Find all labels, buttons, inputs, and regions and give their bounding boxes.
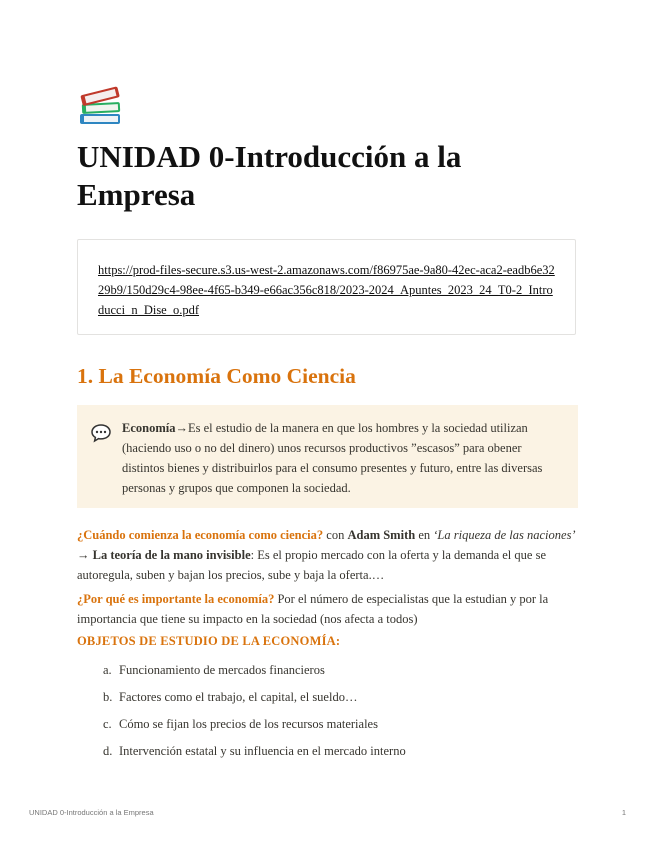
text-fragment: : Es el propio mercado con la oferta y la demanda el que se autoregula, suben y bajan los precios, sube y baja la oferta.… xyxy=(77,548,546,582)
list-item xyxy=(103,687,563,714)
section-heading: 1. La Economía Como Ciencia xyxy=(77,364,356,388)
list-item xyxy=(103,660,563,687)
paragraph-importance xyxy=(77,589,577,629)
objects-list xyxy=(103,660,563,768)
objects-heading: OBJETOS DE ESTUDIO DE LA ECONOMÍA: xyxy=(77,634,341,648)
list-marker: d. xyxy=(103,744,113,758)
text-fragment: con xyxy=(323,528,348,542)
file-link[interactable]: https://prod-files-secure.s3.us-west-2.amazonaws.com/f86975ae-9a80-42ec-aca2-eadb6e3229b9/150d29c4-98ee-4f65-b349-e66ac356c818/2023-2024_Apuntes_2023_24_T0-2_Introducci_n_Dise_o.pdf xyxy=(98,263,555,317)
arrow-text: → xyxy=(77,548,93,562)
list-marker: b. xyxy=(103,690,113,704)
paragraph-adam-smith xyxy=(77,525,577,585)
list-marker: c. xyxy=(103,717,112,731)
footer-page-number: 1 xyxy=(621,808,626,817)
list-item xyxy=(103,741,563,768)
list-text: Cómo se fijan los precios de los recursos materiales xyxy=(119,717,378,731)
text-fragment: Por el número de especialistas que la estudian y por la importancia que tiene su impacto en la sociedad (nos afecta a todos) xyxy=(77,592,549,626)
text-fragment: en xyxy=(415,528,434,542)
list-text: Intervención estatal y su influencia en el mercado interno xyxy=(119,744,406,758)
callout-term: Economía xyxy=(122,421,176,435)
author-name: Adam Smith xyxy=(347,528,416,542)
callout-economia xyxy=(77,405,578,508)
books-icon xyxy=(77,84,125,128)
footer-title: UNIDAD 0-Introducción a la Empresa xyxy=(29,808,154,817)
callout-arrow: → xyxy=(175,421,188,435)
callout-text: Es el estudio de la manera en que los hombres y la sociedad utilizan (haciendo uso o no del dinero) unos recursos productivos ”escasos” para obener distintos bienes y distribuirlos para el consumo presentes y futuro, entre las diversas personas y grupos que componen la sociedad. xyxy=(122,421,543,495)
file-link-box xyxy=(77,239,576,335)
list-marker: a. xyxy=(103,663,112,677)
question-why: ¿Por qué es importante la economía? xyxy=(77,592,275,606)
book-title: ‘La riqueza de las naciones’ xyxy=(433,528,576,542)
concept-name: La teoría de la mano invisible xyxy=(92,548,251,562)
list-text: Factores como el trabajo, el capital, el sueldo… xyxy=(119,690,358,704)
list-item xyxy=(103,714,563,741)
speech-bubble-icon xyxy=(90,422,112,444)
question-when: ¿Cuándo comienza la economía como ciencia? xyxy=(77,528,324,542)
page-title: UNIDAD 0-Introducción a la Empresa xyxy=(77,139,462,212)
list-text: Funcionamiento de mercados financieros xyxy=(119,663,325,677)
